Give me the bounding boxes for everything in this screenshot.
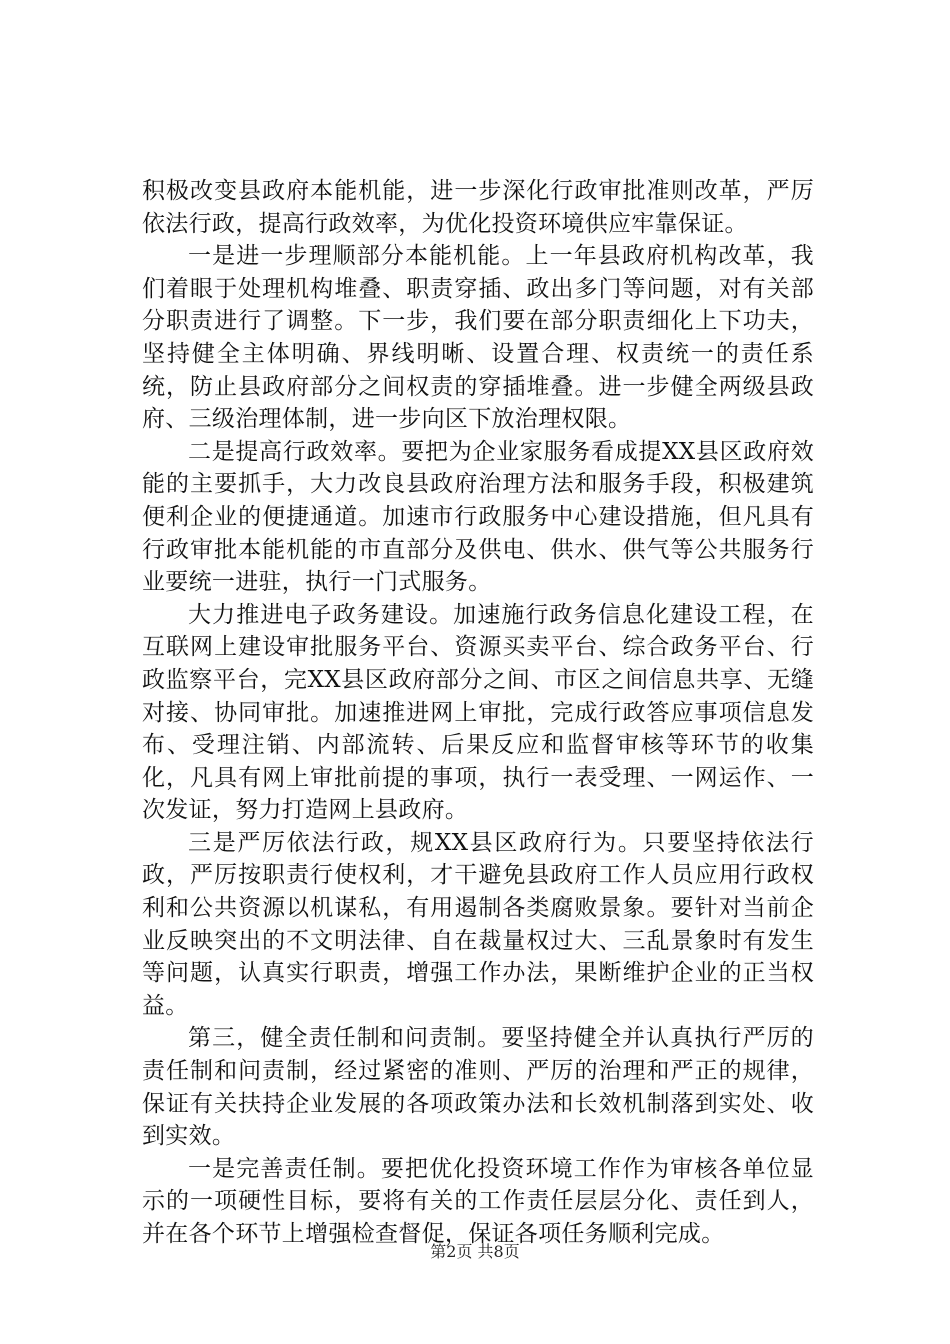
paragraph-2: 一是进一步理顺部分本能机能。上一年县政府机构改革，我们着眼于处理机构堆叠、职责穿插、政出多门等问题，对有关部分职责进行了调整。下一步，我们要在部分职责细化上下功夫，坚持健全主体明确、界线明晰、设置合理、权责统一的责任系统，防止县政府部分之间权责的穿插堆叠。进一步健全两级县政府、三级治理体制，进一步向区下放治理权限。 <box>142 243 814 433</box>
paragraph-5: 三是严厉依法行政，规XX县区政府行为。只要坚持依法行政，严厉按职责行使权利，才干避免县政府工作人员应用行政权利和公共资源以机谋私，有用遏制各类腐败景象。要针对当前企业反映突出的不文明法律、自在裁量权过大、三乱景象时有发生等问题，认真实行职责，增强工作办法，果断维护企业的正当权益。 <box>142 829 814 1019</box>
paragraph-1: 积极改变县政府本能机能，进一步深化行政审批准则改革，严厉依法行政，提高行政效率，为优化投资环境供应牢靠保证。 <box>142 178 814 237</box>
paragraph-3: 二是提高行政效率。要把为企业家服务看成提XX县区政府效能的主要抓手，大力改良县政府治理方法和服务手段，积极建筑便利企业的便捷通道。加速市行政服务中心建设措施，但凡具有行政审批本能机能的市直部分及供电、供水、供气等公共服务行业要统一进驻，执行一门式服务。 <box>142 438 814 596</box>
paragraph-4: 大力推进电子政务建设。加速施行政务信息化建设工程，在互联网上建设审批服务平台、资源买卖平台、综合政务平台、行政监察平台，完XX县区政府部分之间、市区之间信息共享、无缝对接、协同审批。加速推进网上审批，完成行政答应事项信息发布、受理注销、内部流转、后果反应和监督审核等环节的收集化，凡具有网上审批前提的事项，执行一表受理、一网运作、一次发证，努力打造网上县政府。 <box>142 601 814 824</box>
document-body <box>142 175 814 1251</box>
paragraph-7: 一是完善责任制。要把优化投资环境工作作为审核各单位显示的一项硬性目标，要将有关的工作责任层层分化、责任到人，并在各个环节上增强检查督促，保证各项任务顺利完成。 <box>142 1155 814 1247</box>
paragraph-6: 第三，健全责任制和问责制。要坚持健全并认真执行严厉的责任制和问责制，经过紧密的准则、严厉的治理和严正的规律，保证有关扶持企业发展的各项政策办法和长效机制落到实处、收到实效。 <box>142 1025 814 1150</box>
page-number-footer: 第2页 共8页 <box>430 1242 520 1261</box>
